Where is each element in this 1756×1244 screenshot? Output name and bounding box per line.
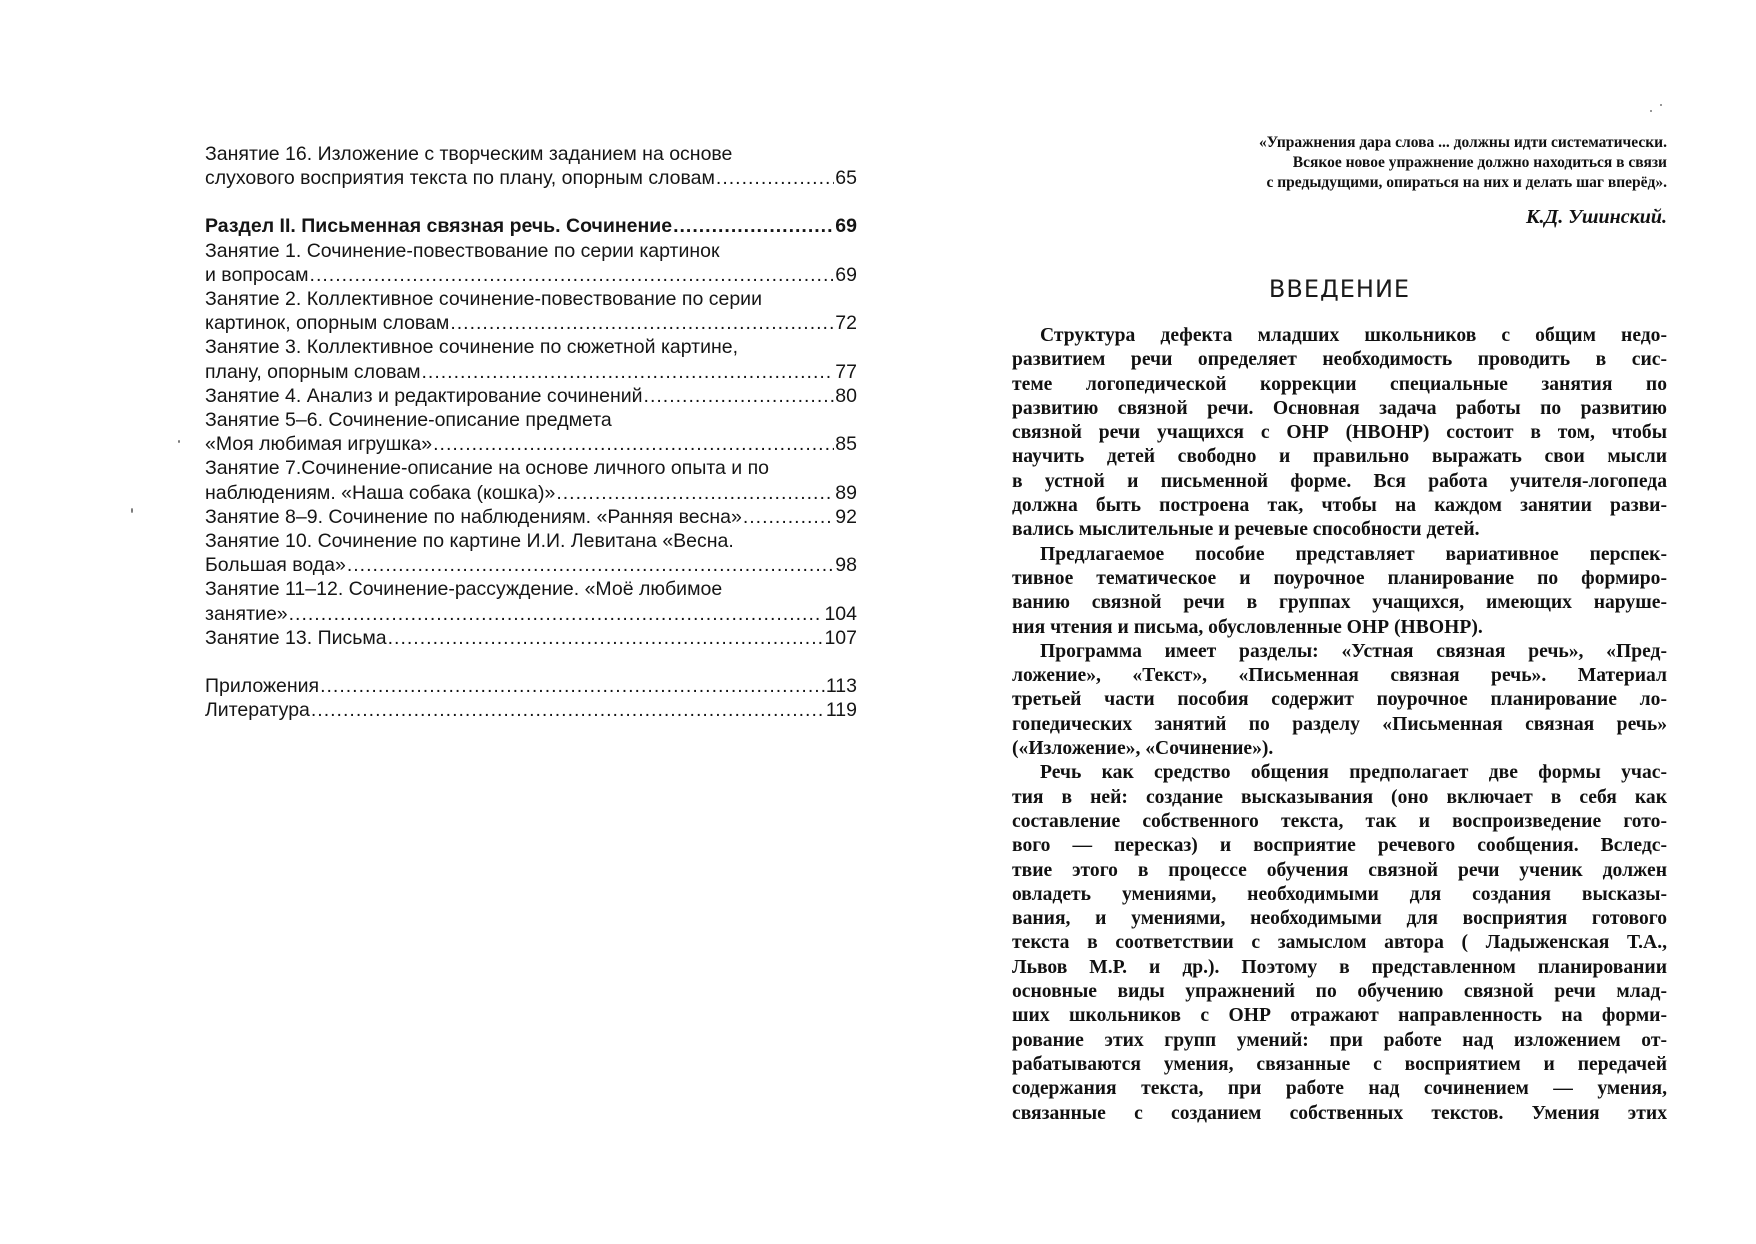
toc-page-number: 89 [835,481,857,504]
paragraph-line: ванию связной речи в группах учащихся, имеющих наруше- [1012,592,1667,614]
toc-entry[interactable] [205,577,857,625]
toc-entry[interactable] [205,214,857,238]
paragraph-line: («Изложение», «Сочинение»). [1012,738,1274,760]
toc-entry-text: Занятие 5–6. Сочинение-описание предмета [205,409,612,432]
toc-entry[interactable] [205,698,857,722]
paragraph-line: должна быть построена так, чтобы на каждом занятии разви- [1012,495,1667,517]
paragraph-line: связной речи учащихся с ОНР (НВОНР) состоит в том, чтобы [1012,422,1667,444]
paragraph-line: в устной и письменной форме. Вся работа учителя-логопеда [1012,470,1667,492]
paragraph-line: вания, и умениями, необходимыми для восприятия готового [1012,908,1667,930]
paragraph-line: развитию связной речи. Основная задача работы по развитию [1012,397,1667,419]
toc-entry-text: Большая вода» [205,554,346,577]
toc-leader-dots [556,481,834,505]
epigraph-author: К.Д. Ушинский. [1525,206,1667,228]
paragraph-line: овладеть умениями, необходимыми для создания высказы- [1012,883,1667,905]
toc-entry-text: занятие» [205,602,288,625]
paragraph-line: ложение», «Текст», «Письменная связная речь». Материал [1012,665,1667,687]
toc-spacer [205,190,857,214]
toc-page [205,142,857,722]
toc-page-number: 98 [835,554,857,577]
toc-entry-text: Раздел II. Письменная связная речь. Сочинение [205,215,673,238]
paragraph-line: рование этих групп умений: при работе над изложением от- [1012,1029,1667,1051]
toc-leader-dots [673,214,834,238]
paragraph-line: рабатываются умения, связанные с восприятием и передачей [1012,1053,1667,1075]
intro-paragraph [1012,640,1667,761]
toc-entry-text: Занятие 10. Сочинение по картине И.И. Левитана «Весна. [205,530,734,553]
toc-entry[interactable] [205,142,857,190]
paragraph-line: Структура дефекта младших школьников с общим недо- [1040,325,1667,346]
toc-entry-text: и вопросам [205,263,309,286]
toc-entry[interactable] [205,384,857,408]
toc-entry[interactable] [205,287,857,335]
paragraph-line: третьей части пособия содержит поурочное планирование ло- [1012,689,1667,711]
paragraph-line: вались мыслительные и речевые способности детей. [1012,519,1480,541]
paragraph-line: научить детей свободно и правильно выражать свои мысли [1012,446,1667,468]
toc-spacer [205,650,857,674]
scan-speck [1660,104,1662,106]
paragraph-line: связанные с созданием собственных текстов. Умения этих [1012,1102,1667,1124]
toc-entry[interactable] [205,674,857,698]
toc-page-number: 104 [824,602,857,625]
toc-entry-text: наблюдениям. «Наша собака (кошка)» [205,481,556,504]
toc-entry[interactable] [205,239,857,287]
toc-leader-dots [716,166,834,190]
toc-page-number: 80 [835,384,857,407]
toc-leader-dots [347,553,834,577]
epigraph-line: «Упражнения дара слова ... должны идти систематически. [1259,134,1667,151]
scan-speck [178,440,180,443]
toc-leader-dots [421,360,834,384]
toc-page-number: 92 [835,505,857,528]
intro-page [1012,133,1667,1126]
toc-entry[interactable] [205,456,857,504]
paragraph-line: тия в ней: создание высказывания (оно включает в себя как [1012,786,1667,808]
toc-entry[interactable] [205,408,857,456]
toc-leader-dots [450,311,834,335]
paragraph-line: вого — пересказ) и восприятие речевого сообщения. Вследс- [1012,835,1667,857]
paragraph-line: теме логопедической коррекции специальные занятия по [1012,373,1667,395]
paragraph-line: содержания текста, при работе над сочинением — умения, [1012,1078,1667,1100]
paragraph-line: Речь как средство общения предполагает две формы учас- [1040,762,1667,784]
toc-leader-dots [320,674,825,698]
toc-page-number: 72 [835,312,857,335]
toc-leader-dots [289,602,824,626]
toc-entry-text: картинок, опорным словам [205,312,450,335]
toc-entry-text: Занятие 8–9. Сочинение по наблюдениям. «Ранняя весна» [205,505,742,528]
toc-entry[interactable] [205,505,857,529]
toc-entry-text: плану, опорным словам [205,360,421,383]
section-heading: ВВЕДЕНИЕ [1268,275,1411,303]
paragraph-line: тивное тематическое и поурочное планирование по формиро- [1012,567,1667,589]
toc-entry[interactable] [205,335,857,383]
epigraph [1012,133,1667,193]
toc-entry-text: «Моя любимая игрушка» [205,433,433,456]
toc-page-number: 119 [825,699,857,722]
paragraph-line: развитием речи определяет необходимость проводить в сис- [1012,349,1667,371]
intro-paragraph [1012,543,1667,640]
toc-page-number: 113 [825,675,857,698]
toc-page-number: 69 [835,215,857,238]
toc-page-number: 107 [824,626,857,649]
intro-paragraph [1012,761,1667,1125]
toc-entry-text: Приложения [205,675,320,698]
epigraph-line: с предыдущими, опираться на них и делать шаг вперёд». [1266,174,1667,191]
intro-body [1012,324,1667,1126]
paragraph-line: текста в соответствии с замыслом автора ( Ладыженская Т.А., [1012,932,1667,954]
intro-paragraph [1012,324,1667,543]
toc-entry-text: Занятие 2. Коллективное сочинение-повествование по серии [205,288,762,311]
toc-entry-text: Занятие 1. Сочинение-повествование по серии картинок [205,239,720,262]
paragraph-line: Программа имеет разделы: «Устная связная речь», «Пред- [1040,640,1667,662]
scan-speck [1650,110,1652,112]
paragraph-line: твие этого в процессе обучения связной речи ученик должен [1012,859,1667,881]
toc-leader-dots [644,384,835,408]
toc-page-number: 69 [835,263,857,286]
paragraph-line: основные виды упражнений по обучению связной речи млад- [1012,981,1667,1003]
toc-page-number: 85 [835,433,857,456]
paragraph-line: гопедических занятий по разделу «Письменная связная речь» [1012,713,1667,735]
paragraph-line: Предлагаемое пособие представляет вариативное перспек- [1040,543,1667,565]
toc-entry-text: Литература [205,699,310,722]
toc-leader-dots [310,263,835,287]
toc-entry-text: Занятие 7.Сочинение-описание на основе личного опыта и по [205,457,770,480]
toc-leader-dots [388,626,824,650]
toc-entry-text: Занятие 16. Изложение с творческим заданием на основе [205,143,733,165]
paragraph-line: ших школьников с ОНР отражают направленность на форми- [1012,1005,1667,1027]
toc-leader-dots [743,505,834,529]
toc-entry-text: слухового восприятия текста по плану, опорным словам [205,167,715,190]
toc-entry[interactable] [205,529,857,577]
paragraph-line: составление собственного текста, так и воспроизведение гото- [1012,810,1667,832]
toc-page-number: 77 [835,360,857,383]
toc-leader-dots [311,698,825,722]
paragraph-line: Львов М.Р. и др.). Поэтому в представленном планировании [1012,956,1667,978]
toc-entry-text: Занятие 13. Письма [205,626,387,649]
toc-entry-text: Занятие 11–12. Сочинение-рассуждение. «Моё любимое [205,578,723,601]
toc-entry-text: Занятие 4. Анализ и редактирование сочинений [205,384,643,407]
epigraph-line: Всякое новое упражнение должно находиться в связи [1292,154,1667,171]
scan-speck [131,508,133,513]
toc-entry-text: Занятие 3. Коллективное сочинение по сюжетной картине, [205,336,739,359]
paragraph-line: ния чтения и письма, обусловленные ОНР (НВОНР). [1012,616,1483,638]
toc-leader-dots [433,432,834,456]
toc-page-number: 65 [835,167,857,190]
toc-entry[interactable] [205,626,857,650]
